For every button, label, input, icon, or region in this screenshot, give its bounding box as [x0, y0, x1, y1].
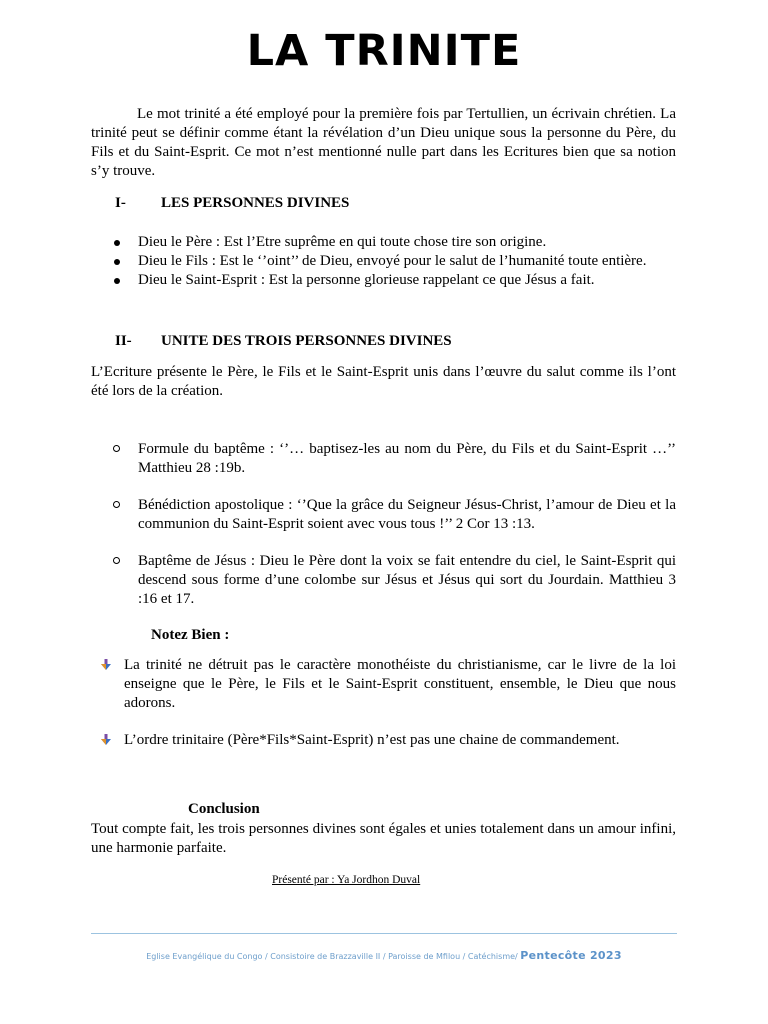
section-2-title: UNITE DES TROIS PERSONNES DIVINES: [161, 333, 452, 349]
section-2-number: II-: [115, 333, 132, 349]
unity-list: [110, 440, 676, 627]
bullet-icon: [114, 240, 120, 246]
page-title: LA TRINITE: [246, 26, 522, 76]
page-footer: [0, 949, 768, 962]
notez-list: [98, 656, 676, 768]
footer-text: Eglise Evangélique du Congo / Consistoire de Brazzaville II / Paroisse de Mfilou / Catéchisme/: [146, 952, 518, 961]
notez-heading: Notez Bien :: [151, 627, 230, 643]
section-1-title: LES PERSONNES DIVINES: [161, 195, 350, 211]
circle-bullet-icon: [113, 501, 120, 508]
section-2-heading: [115, 333, 452, 350]
divine-persons-list: [110, 233, 676, 290]
list-item: Baptême de Jésus : Dieu le Père dont la voix se fait entendre du ciel, le Saint-Esprit qui descend sous forme d’une colombe sur Jésus et Jésus qui sort du Jourdain. Matthieu 3 :16 et 17.: [110, 552, 676, 609]
section-1-heading: [115, 195, 349, 212]
list-item: Dieu le Fils : Est le ‘’oint’’ de Dieu, envoyé pour le salut de l’humanité toute entière.: [110, 252, 676, 271]
list-item: La trinité ne détruit pas le caractère monothéiste du christianisme, car le livre de la loi enseigne que le Père, le Fils et le Saint-Esprit constituent, ensemble, le Dieu que nous adorons.: [98, 656, 676, 713]
circle-bullet-icon: [113, 557, 120, 564]
list-item: L’ordre trinitaire (Père*Fils*Saint-Esprit) n’est pas une chaine de commandement.: [98, 731, 676, 750]
list-item: Dieu le Père : Est l’Etre suprême en qui toute chose tire son origine.: [110, 233, 676, 252]
list-item: Dieu le Saint-Esprit : Est la personne glorieuse rappelant ce que Jésus a fait.: [110, 271, 676, 290]
footer-accent: Pentecôte 2023: [520, 949, 622, 962]
bullet-icon: [114, 278, 120, 284]
section-2-intro: L’Ecriture présente le Père, le Fils et le Saint-Esprit unis dans l’œuvre du salut comme ils l’ont été lors de la création.: [91, 364, 676, 399]
bullet-icon: [114, 259, 120, 265]
conclusion-text: Tout compte fait, les trois personnes divines sont égales et unies totalement dans un amour infini, une harmonie parfaite.: [91, 821, 676, 856]
list-item: Formule du baptême : ‘’… baptisez-les au nom du Père, du Fils et du Saint-Esprit …’’ Matthieu 28 :19b.: [110, 440, 676, 478]
presenter-credit: Présenté par : Ya Jordhon Duval: [272, 874, 421, 886]
circle-bullet-icon: [113, 445, 120, 452]
list-item: Bénédiction apostolique : ‘’Que la grâce du Seigneur Jésus-Christ, l’amour de Dieu et la communion du Saint-Esprit soient avec vous tous !’’ 2 Cor 13 :13.: [110, 496, 676, 534]
footer-divider: [91, 933, 677, 934]
arrow-down-bullet-icon: [100, 734, 112, 746]
conclusion-heading: Conclusion: [188, 801, 260, 817]
intro-paragraph: Le mot trinité a été employé pour la première fois par Tertullien, un écrivain chrétien. La trinité peut se définir comme étant la révélation d’un Dieu unique sous la personne du Père, du Fils et du Saint-Esprit. Ce mot n’est mentionné nulle part dans les Ecritures bien que sa notion s’y trouve.: [91, 106, 676, 179]
arrow-down-bullet-icon: [100, 659, 112, 671]
section-1-number: I-: [115, 195, 126, 211]
